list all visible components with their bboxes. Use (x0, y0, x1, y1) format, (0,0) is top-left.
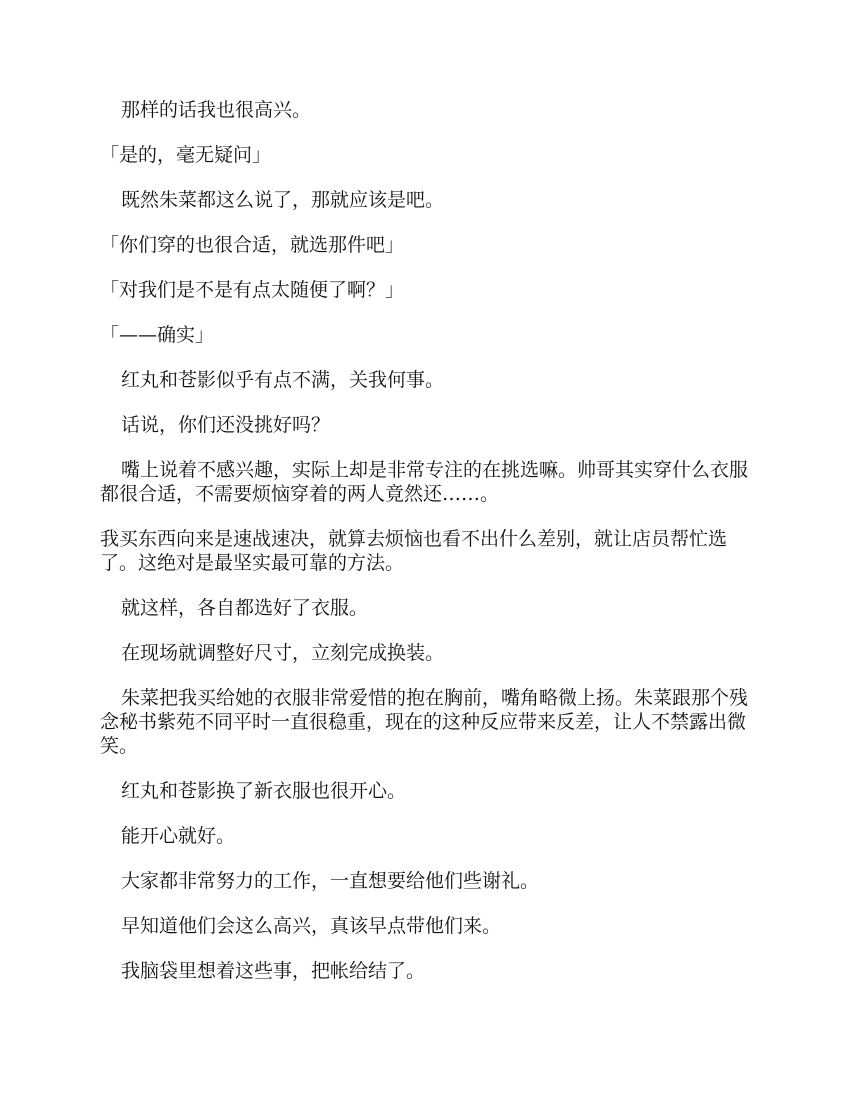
dialogue-line: 「你们穿的也很合适，就选那件吧」 (100, 234, 405, 256)
paragraph: 红丸和苍影换了新衣服也很开心。 (121, 780, 407, 802)
paragraph: 既然朱菜都这么说了，那就应该是吧。 (121, 189, 445, 211)
paragraph: 话说，你们还没挑好吗？ (121, 414, 331, 436)
paragraph: 我脑袋里想着这些事，把帐给结了。 (121, 960, 426, 982)
paragraph: 能开心就好。 (121, 825, 236, 847)
dialogue-line: 「是的，毫无疑问」 (100, 144, 272, 166)
paragraph: 嘴上说着不感兴趣，实际上却是非常专注的在挑选嘛。帅哥其实穿什么衣服都很合适，不需要烦恼穿着的两人竟然还……。 (100, 459, 749, 505)
dialogue-line: 「对我们是不是有点太随便了啊？」 (100, 279, 405, 301)
dialogue-line: 「——确实」 (100, 324, 215, 346)
paragraph: 朱菜把我买给她的衣服非常爱惜的抱在胸前，嘴角略微上扬。朱菜跟那个残念秘书紫苑不同平时一直很稳重，现在的这种反应带来反差，让人不禁露出微笑。 (100, 687, 749, 757)
paragraph: 我买东西向来是速战速决，就算去烦恼也看不出什么差别，就让店员帮忙选了。这绝对是最坚实最可靠的方法。 (100, 528, 728, 574)
document-page (100, 98, 748, 1004)
paragraph: 就这样，各自都选好了衣服。 (121, 597, 369, 619)
paragraph: 在现场就调整好尺寸，立刻完成换装。 (121, 642, 445, 664)
paragraph: 那样的话我也很高兴。 (121, 99, 312, 121)
paragraph: 大家都非常努力的工作，一直想要给他们些谢礼。 (121, 870, 540, 892)
paragraph: 早知道他们会这么高兴，真该早点带他们来。 (121, 915, 502, 937)
paragraph: 红丸和苍影似乎有点不满，关我何事。 (121, 369, 445, 391)
